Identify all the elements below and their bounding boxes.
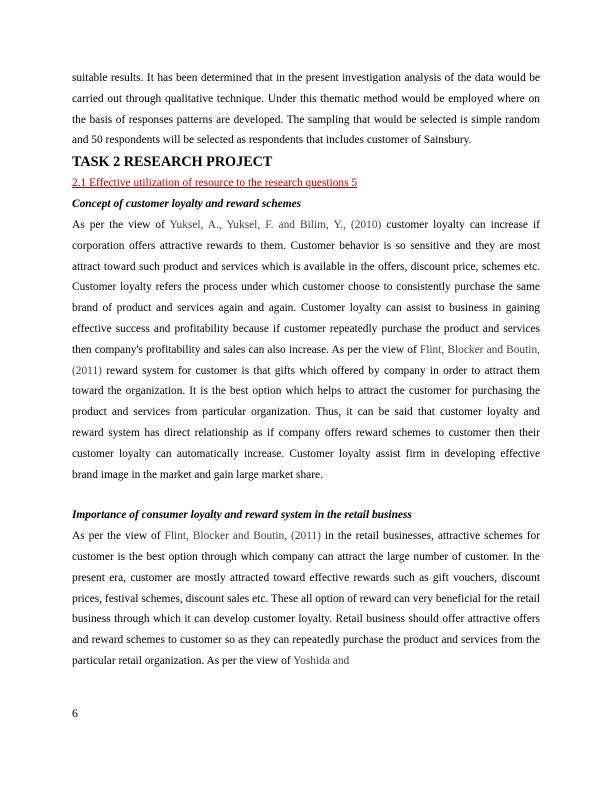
- paragraph-text: As per the view of: [72, 530, 165, 543]
- paragraph-text: in the retail businesses, attractive schemes for customer is the best option through which company can attract the large number of customer. In the present era, customer are mostly attracted toward effective rewards such as gift vouchers, discount prices, festival schemes, discount sales etc. These all option of reward can very beneficial for the retail business through which it can develop customer loyalty. Retail business should offer attractive offers and reward schemes to customer so as they can repeatedly purchase the product and services from the particular retail organization. As per the view of: [72, 530, 540, 667]
- citation-flint: Flint, Blocker and Boutin, (2011): [72, 343, 540, 377]
- intro-paragraph: suitable results. It has been determined that in the present investigation analysis of the data would be carried out through qualitative technique. Under this thematic method would be employed where on the basis of responses patterns are developed. The sampling that would be selected is simple random and 50 respondents will be selected as respondents that includes customer of Sainsbury.: [72, 72, 540, 147]
- citation-yoshida: Yoshida and: [293, 654, 350, 667]
- document-page: [72, 68, 540, 672]
- paragraph-spacer: [72, 485, 540, 505]
- citation-yuksel: Yuksel, A., Yuksel, F. and Bilim, Y., (2010): [169, 218, 382, 231]
- customer-loyalty-paragraph: [72, 215, 540, 485]
- toc-link[interactable]: 2.1 Effective utilization of resource to the research questions 5: [72, 177, 358, 190]
- paragraph-text: reward system for customer is that gifts which offered by company in order to attract them toward the organization. It is the best option which helps to attract the customer for purchasing the product and services from particular organization. Thus, it can be said that customer loyalty and reward system has direct relationship as if company offers reward schemes to customer then their customer loyalty can automatically increase. Customer loyalty assist firm in developing effective brand image in the market and gain large market share.: [72, 364, 540, 481]
- section-title-importance: Importance of consumer loyalty and reward system in the retail business: [72, 509, 412, 522]
- page-number: 6: [72, 706, 78, 720]
- section-title-customer-loyalty: Concept of customer loyalty and reward schemes: [72, 198, 302, 211]
- importance-paragraph: [72, 526, 540, 672]
- task-heading: TASK 2 RESEARCH PROJECT: [72, 154, 273, 171]
- citation-flint: Flint, Blocker and Boutin, (2011): [164, 530, 321, 543]
- paragraph-text: As per the view of: [72, 218, 170, 231]
- paragraph-text: customer loyalty can increase if corporation offers attractive rewards to them. Customer behavior is so sensitive and they are most attract toward such product and services which is available in the offers, discount price, schemes etc. Customer loyalty refers the process under which customer choose to consistently purchase the same brand of product and services again and again. Customer loyalty can assist to business in gaining effective success and profitability because if customer repeatedly purchase the product and services then company's profitability and sales can also increase. As per the view of: [72, 218, 540, 356]
